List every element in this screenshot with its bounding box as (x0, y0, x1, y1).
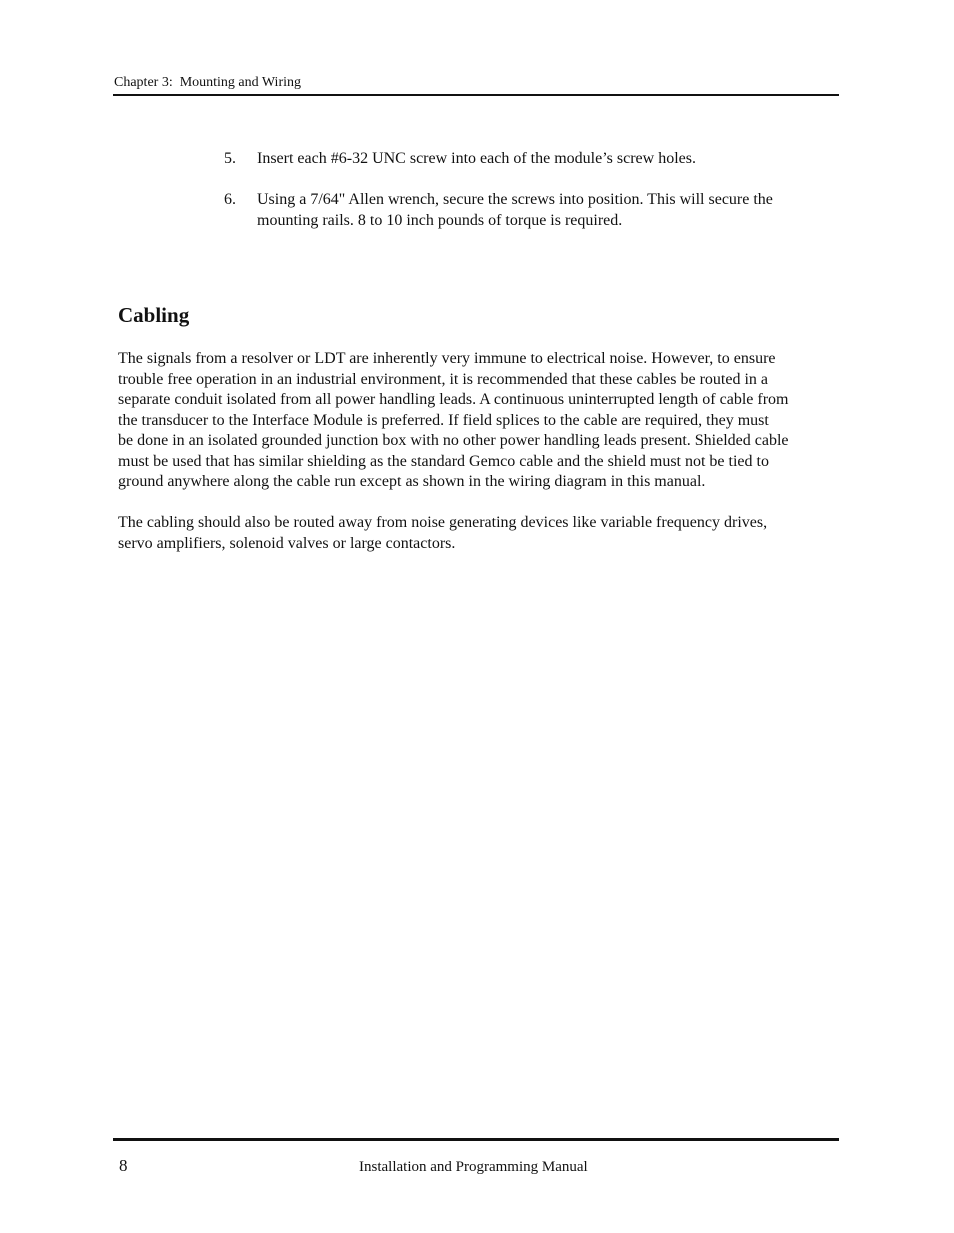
step-number: 5. (224, 150, 236, 167)
footer-rule (113, 1138, 839, 1141)
body-paragraph: The cabling should also be routed away from noise generating devices like variable frequency drives, servo amplifiers, solenoid valves or large contactors. (118, 514, 768, 552)
section-body (118, 349, 842, 575)
step-text: Insert each #6-32 UNC screw into each of the module’s screw holes. (257, 150, 696, 167)
step-item (224, 190, 824, 231)
section-heading: Cabling (118, 303, 190, 327)
step-number: 6. (224, 191, 236, 208)
header-rule (113, 94, 839, 96)
step-list (224, 149, 824, 252)
running-header: Chapter 3: Mounting and Wiring (114, 75, 301, 90)
body-paragraph: The signals from a resolver or LDT are inherently very immune to electrical noise. However, to ensure trouble free operation in an industrial environment, it is recommended that these cables be routed in a separate conduit isolated from all power handling leads. A continuous uninterrupted length of cable from the transducer to the Interface Module is preferred. If field splices to the cable are required, they must be done in an isolated grounded junction box with no other power handling leads present. Shielded cable must be used that has similar shielding as the standard Gemco cable and the shield must not be tied to ground anywhere along the cable run except as shown in the wiring diagram in this manual. (118, 350, 789, 490)
step-item (224, 149, 824, 170)
step-text: Using a 7/64" Allen wrench, secure the screws into position. This will secure the mounting rails. 8 to 10 inch pounds of torque is required. (257, 191, 773, 229)
page-number: 8 (119, 1156, 128, 1175)
footer-title: Installation and Programming Manual (359, 1159, 588, 1175)
